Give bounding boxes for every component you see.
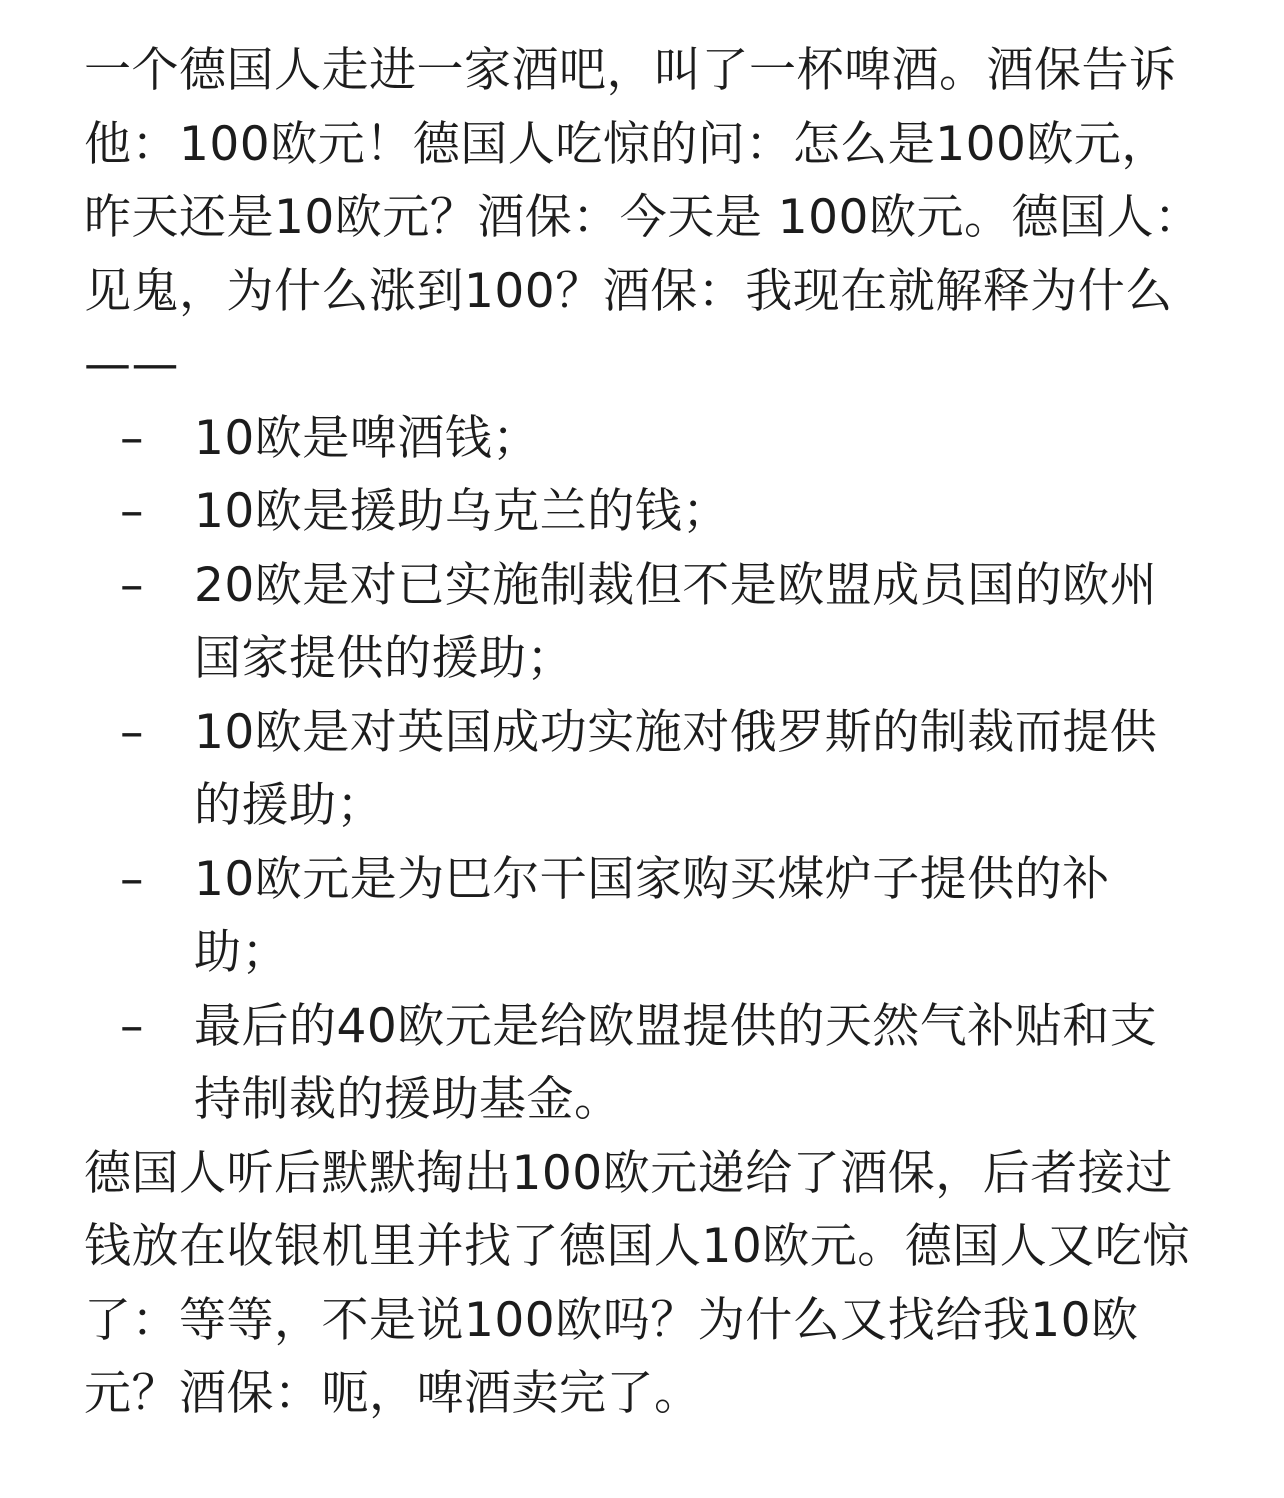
list-item-text: 10欧元是为巴尔干国家购买煤炉子提供的补助； xyxy=(194,851,1110,980)
list-item xyxy=(84,475,1204,549)
list-item-text: 20欧是对已实施制裁但不是欧盟成员国的欧州国家提供的援助； xyxy=(194,557,1158,686)
cost-breakdown-list xyxy=(84,402,1204,1137)
dash-marker: – xyxy=(120,704,144,760)
list-item xyxy=(84,402,1204,476)
dash-marker: – xyxy=(120,557,144,613)
list-item xyxy=(84,549,1204,696)
dash-marker: – xyxy=(120,851,144,907)
dash-marker: – xyxy=(120,410,144,466)
dash-marker: – xyxy=(120,998,144,1054)
list-item-text: 最后的40欧元是给欧盟提供的天然气补贴和支持制裁的援助基金。 xyxy=(194,998,1158,1127)
list-item xyxy=(84,990,1204,1137)
list-item xyxy=(84,696,1204,843)
intro-paragraph: 一个德国人走进一家酒吧，叫了一杯啤酒。酒保告诉他：100欧元！德国人吃惊的问：怎么是100欧元，昨天还是10欧元？酒保：今天是 100欧元。德国人：见鬼，为什么涨到100？酒保：我现在就解释为什么—— xyxy=(84,43,1202,392)
list-item-text: 10欧是援助乌克兰的钱； xyxy=(194,484,730,539)
outro-paragraph: 德国人听后默默掏出100欧元递给了酒保，后者接过钱放在收银机里并找了德国人10欧元。德国人又吃惊了：等等，不是说100欧吗？为什么又找给我10欧元？酒保：呃，啤酒卖完了。 xyxy=(84,1145,1190,1421)
list-item xyxy=(84,843,1204,990)
list-item-text: 10欧是对英国成功实施对俄罗斯的制裁而提供的援助； xyxy=(194,704,1158,833)
dash-marker: – xyxy=(120,484,144,539)
list-item-text: 10欧是啤酒钱； xyxy=(194,410,540,466)
document-body xyxy=(84,34,1204,1431)
